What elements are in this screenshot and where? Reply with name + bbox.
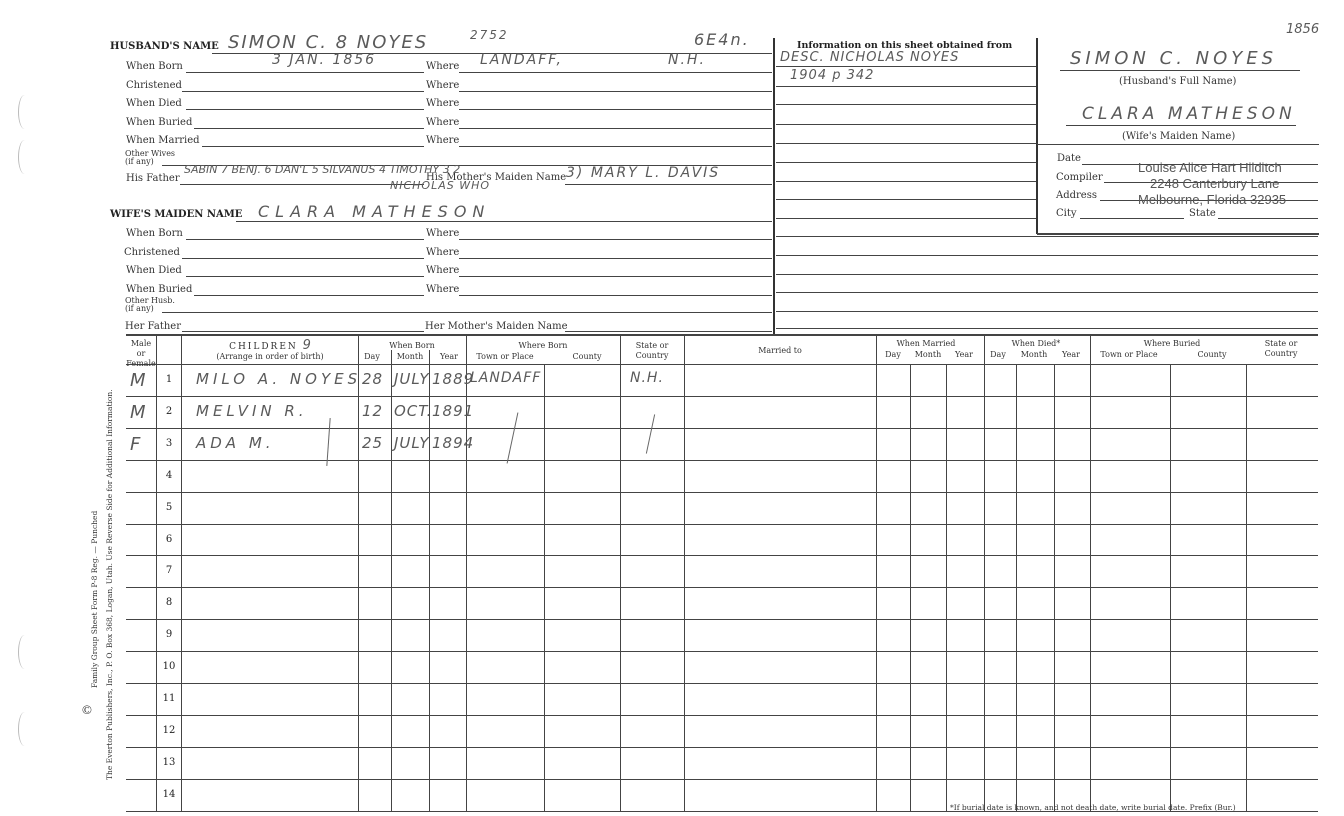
compiler-name: Louise Alice Hart Hilditch <box>1138 160 1282 175</box>
ditto-mark-town <box>507 412 519 463</box>
his-mother-value: 3) MARY L. DAVIS <box>566 165 721 181</box>
husband-born-place: LANDAFF, <box>480 52 563 68</box>
wife-when-died-label: When Died <box>126 265 182 276</box>
punch-hole <box>18 635 31 669</box>
table-column-line <box>684 334 685 811</box>
child-born-month: OCT. <box>394 401 433 420</box>
header-where-born: Where Born <box>518 341 568 350</box>
wife-full-name-value: CLARA MATHESON <box>1082 104 1296 124</box>
table-column-line <box>1016 364 1017 811</box>
table-row <box>126 683 1318 715</box>
table-row-line <box>126 396 1318 397</box>
header-died-year: Year <box>1062 350 1080 359</box>
table-row <box>126 747 1318 779</box>
wife-born-where-label: Where <box>426 228 460 239</box>
city-label: City <box>1056 208 1077 219</box>
her-mother-label: Her Mother's Maiden Name <box>425 321 568 332</box>
table-row <box>126 555 1318 587</box>
his-father-label: His Father <box>126 173 180 184</box>
child-sex: M <box>130 370 147 391</box>
header-born-state: State or Country <box>635 341 669 360</box>
table-row-line <box>126 715 1318 716</box>
child-sex: M <box>130 401 147 423</box>
table-row-line <box>126 460 1318 461</box>
child-born-year: 1889 <box>432 370 475 388</box>
wife-christened-label: Christened <box>124 247 180 258</box>
compiler-city: Melbourne, Florida 32935 <box>1138 192 1287 207</box>
table-row-line <box>126 428 1318 429</box>
other-husb-if-any: (if any) <box>125 304 154 313</box>
side-form-title: Family Group Sheet Form P-8 Reg. — Punched <box>90 510 99 688</box>
child-born-year: 1894 <box>432 433 475 452</box>
husband-born-date: 3 JAN. 1856 <box>272 52 377 68</box>
child-number: 4 <box>165 469 173 481</box>
table-row <box>126 619 1318 651</box>
table-row-line <box>126 492 1318 493</box>
his-father-value: SABIN 7 BENJ. 6 DAN'L 5 SILVANUS 4 TIMOTHY 3 2 <box>184 163 461 176</box>
ditto-mark-name <box>326 418 330 466</box>
date-label: Date <box>1057 153 1081 164</box>
husband-id: 2752 <box>470 28 509 42</box>
child-number: 6 <box>165 533 173 545</box>
header-died-month: Month <box>1020 350 1048 359</box>
table-row-line <box>126 651 1318 652</box>
side-publisher: The Everton Publishers, Inc., P. O. Box 368, Logan, Utah. Use Reverse Side for Additional Information. <box>105 389 114 780</box>
wifes-maiden-name-caption: (Wife's Maiden Name) <box>1122 131 1236 142</box>
husband-full-name-value: SIMON C. NOYES <box>1070 48 1278 69</box>
table-column-line <box>910 364 911 811</box>
header-where-buried: Where Buried <box>1143 339 1201 348</box>
husband-when-born-label: When Born <box>126 61 183 72</box>
husband-ref: 6E4n. <box>694 30 750 49</box>
table-column-line <box>544 364 545 811</box>
husband-christened-where-label: Where <box>426 80 460 91</box>
header-married-to: Married to <box>758 346 802 355</box>
her-father-label: Her Father <box>125 321 181 332</box>
table-row <box>126 587 1318 619</box>
header-married-year: Year <box>955 350 973 359</box>
corner-year: 1856 <box>1286 22 1320 37</box>
child-born-month: JULY <box>394 370 430 388</box>
table-row-line <box>126 683 1318 684</box>
child-number: 11 <box>162 693 176 704</box>
header-male-female: Male or Female <box>126 339 156 368</box>
address-label: Address <box>1056 190 1097 201</box>
other-wives-label: Other Wives <box>125 149 176 158</box>
child-number: 7 <box>165 565 173 577</box>
header-born-county: County <box>572 352 602 361</box>
wife-when-buried-label: When Buried <box>126 284 193 295</box>
husband-when-died-label: When Died <box>126 98 182 109</box>
table-column-line <box>620 334 621 811</box>
table-row <box>126 460 1318 492</box>
husband-when-buried-label: When Buried <box>126 117 193 128</box>
header-died-day: Day <box>990 350 1006 359</box>
table-header-border <box>126 364 1318 365</box>
table-row-line <box>126 587 1318 588</box>
table-row <box>126 651 1318 683</box>
table-column-line <box>1170 364 1171 811</box>
child-born-year: 1891 <box>432 401 475 420</box>
table-column-line <box>984 334 985 811</box>
child-number: 5 <box>165 501 173 513</box>
child-born-day: 28 <box>362 370 384 388</box>
husband-when-married-label: When Married <box>126 135 200 146</box>
child-number: 13 <box>162 756 176 768</box>
header-born-month: Month <box>396 352 424 361</box>
table-column-line <box>156 334 157 811</box>
child-born-day: 25 <box>362 433 384 452</box>
table-row <box>126 396 1318 428</box>
table-row-line <box>126 619 1318 620</box>
table-column-line <box>466 334 467 811</box>
child-number: 3 <box>165 437 173 449</box>
husband-name-value: SIMON C. 8 NOYES <box>228 32 429 53</box>
table-row-line <box>126 747 1318 748</box>
copyright-mark: © <box>82 702 92 717</box>
child-number: 8 <box>165 597 173 609</box>
table-row-line <box>126 555 1318 556</box>
husband-married-where-label: Where <box>426 135 460 146</box>
child-born-day: 12 <box>362 401 384 420</box>
table-column-line <box>1054 364 1055 811</box>
husband-buried-where-label: Where <box>426 117 460 128</box>
child-number: 12 <box>162 724 176 736</box>
state-label: State <box>1189 208 1216 219</box>
husbands-full-name-label: (Husband's Full Name) <box>1119 76 1237 87</box>
punch-hole <box>18 712 31 746</box>
header-children: CHILDREN 9 <box>229 338 311 353</box>
table-column-line <box>1090 334 1091 811</box>
child-number: 9 <box>165 629 173 641</box>
husband-christened-label: Christened <box>126 80 182 91</box>
source-line2: 1904 p 342 <box>790 68 875 83</box>
table-row-line <box>126 524 1318 525</box>
child-number: 14 <box>162 788 176 800</box>
compiler-street: 2248 Canterbury Lane <box>1150 176 1280 191</box>
husband-born-state: N.H. <box>668 52 706 68</box>
table-top-border <box>126 334 1318 336</box>
table-column-line <box>358 334 359 811</box>
other-husb-label: Other Husb. <box>125 296 175 305</box>
wife-died-where-label: Where <box>426 265 460 276</box>
his-father-value-line2: NICHOLAS WHO <box>390 179 491 192</box>
child-born-month: JULY <box>394 433 430 452</box>
table-row <box>126 364 1318 396</box>
header-born-day: Day <box>364 352 380 361</box>
husbands-name-label: HUSBAND'S NAME <box>110 41 219 52</box>
compiler-label: Compiler <box>1056 172 1103 183</box>
punch-hole <box>18 140 31 174</box>
wifes-maiden-name-label: WIFE'S MAIDEN NAME <box>110 209 243 220</box>
child-name: MILO A. NOYES <box>196 370 362 388</box>
table-column-line <box>391 350 392 811</box>
table-row <box>126 492 1318 524</box>
header-buried-town: Town or Place <box>1100 350 1158 359</box>
child-sex: F <box>130 433 142 455</box>
header-when-born: When Born <box>389 341 435 350</box>
header-buried-state: State or Country <box>1264 339 1298 358</box>
table-column-line <box>1246 364 1247 811</box>
wife-when-born-label: When Born <box>126 228 183 239</box>
header-when-married: When Married <box>896 339 956 348</box>
burial-footnote: *If burial date is known, and not death date, write burial date. Prefix (Bur.) <box>950 803 1236 812</box>
other-wives-if-any: (if any) <box>125 157 154 166</box>
child-born-town: LANDAFF <box>470 370 542 386</box>
header-married-month: Month <box>914 350 942 359</box>
table-column-line <box>946 364 947 811</box>
child-number: 10 <box>162 661 176 673</box>
ditto-mark-state <box>646 414 655 453</box>
table-column-line <box>181 334 182 811</box>
header-buried-county: County <box>1197 350 1227 359</box>
his-mother-label: His Mother's Maiden Name <box>426 172 567 183</box>
child-name: ADA M. <box>196 433 275 452</box>
husband-born-where-label: Where <box>426 61 460 72</box>
wife-buried-where-label: Where <box>426 284 460 295</box>
header-born-town: Town or Place <box>476 352 534 361</box>
wife-name-value: CLARA MATHESON <box>258 202 491 221</box>
table-column-line <box>876 334 877 811</box>
table-row <box>126 524 1318 556</box>
table-row <box>126 428 1318 460</box>
child-number: 2 <box>165 405 173 417</box>
table-row-line <box>126 779 1318 780</box>
child-number: 1 <box>165 374 173 385</box>
info-source-label: Information on this sheet obtained from <box>797 40 1013 51</box>
child-born-state: N.H. <box>630 370 664 386</box>
punch-hole <box>18 95 31 129</box>
table-row <box>126 715 1318 747</box>
header-born-year: Year <box>440 352 458 361</box>
wife-christened-where-label: Where <box>426 247 460 258</box>
husband-died-where-label: Where <box>426 98 460 109</box>
header-arrange: (Arrange in order of birth) <box>216 352 324 361</box>
header-married-day: Day <box>885 350 901 359</box>
child-name: MELVIN R. <box>196 401 308 420</box>
source-line1: DESC. NICHOLAS NOYES <box>780 50 960 65</box>
header-when-died: When Died* <box>1011 339 1061 348</box>
table-column-line <box>429 350 430 811</box>
